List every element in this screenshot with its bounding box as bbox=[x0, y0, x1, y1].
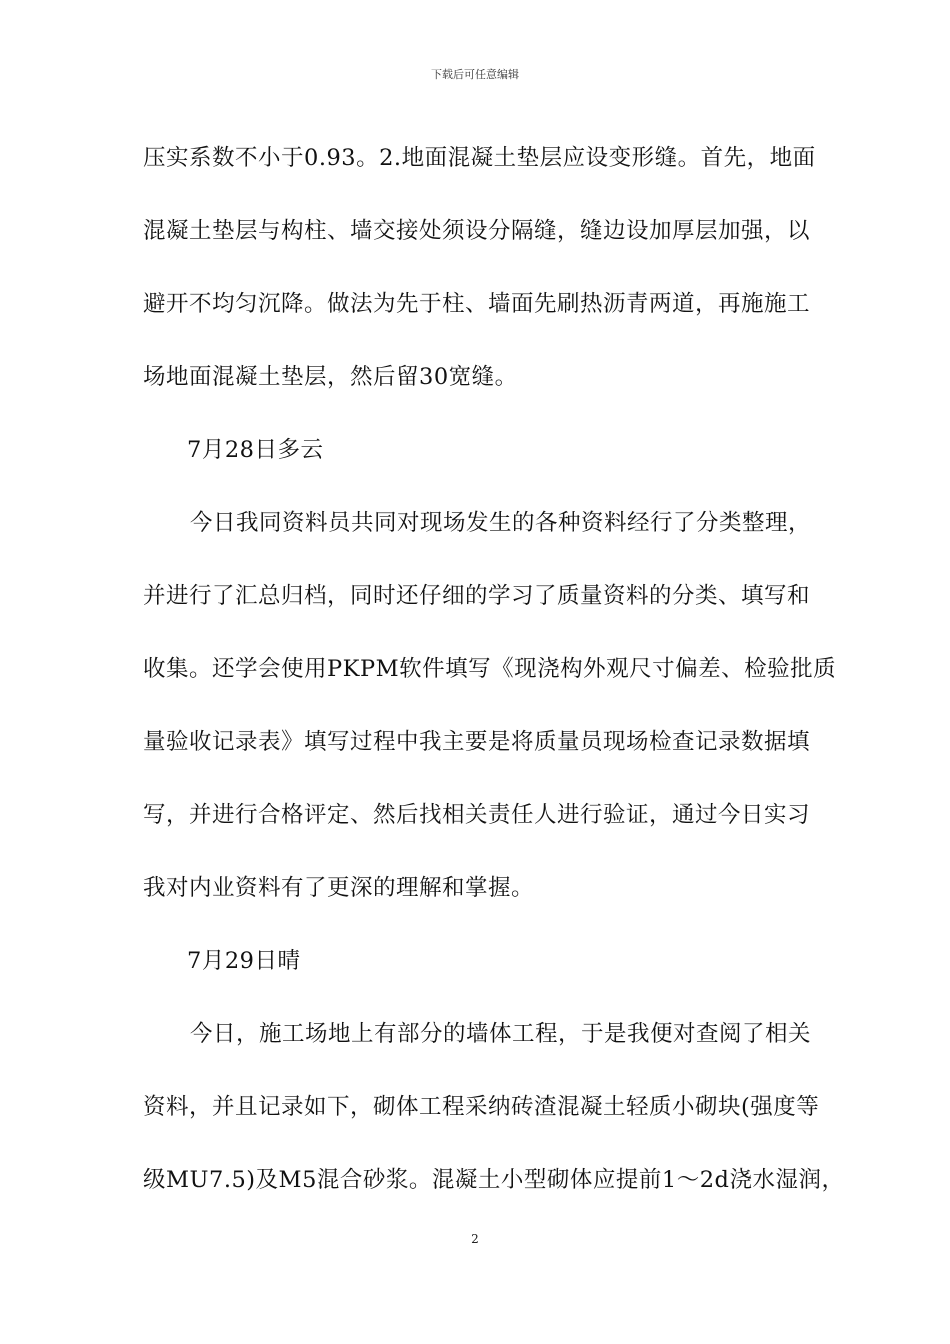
paragraph-line: 写，并进行合格评定、然后找相关责任人进行验证，通过今日实习 bbox=[143, 802, 811, 828]
paragraph-line: 避开不均匀沉降。做法为先于柱、墙面先刷热沥青两道，再施施工 bbox=[143, 291, 811, 317]
page-number: 2 bbox=[471, 1232, 479, 1246]
paragraph-line: 资料，并且记录如下，砌体工程采纳砖渣混凝土轻质小砌块(强度等 bbox=[143, 1094, 820, 1120]
page-header: 下载后可任意编辑 bbox=[431, 68, 519, 81]
paragraph-line: 量验收记录表》填写过程中我主要是将质量员现场检查记录数据填 bbox=[143, 729, 811, 755]
paragraph-line: 并进行了汇总归档，同时还仔细的学习了质量资料的分类、填写和 bbox=[143, 583, 811, 609]
paragraph-line: 混凝土垫层与构柱、墙交接处须设分隔缝，缝边设加厚层加强，以 bbox=[143, 218, 811, 244]
paragraph-line: 场地面混凝土垫层，然后留30宽缝。 bbox=[143, 364, 518, 390]
paragraph-line: 我对内业资料有了更深的理解和掌握。 bbox=[143, 875, 535, 901]
diary-date-heading: 7月29日晴 bbox=[187, 948, 301, 974]
paragraph-line: 今日我同资料员共同对现场发生的各种资料经行了分类整理， bbox=[190, 510, 812, 536]
paragraph-line: 今日，施工场地上有部分的墙体工程，于是我便对查阅了相关 bbox=[190, 1021, 812, 1047]
paragraph-line: 收集。还学会使用PKPM软件填写《现浇构外观尺寸偏差、检验批质 bbox=[143, 656, 837, 682]
diary-date-heading: 7月28日多云 bbox=[187, 437, 324, 463]
paragraph-line: 压实系数不小于0.93。2.地面混凝土垫层应设变形缝。首先，地面 bbox=[143, 145, 816, 171]
paragraph-line: 级MU7.5)及M5混合砂浆。混凝土小型砌体应提前1～2d浇水湿润， bbox=[143, 1167, 845, 1193]
